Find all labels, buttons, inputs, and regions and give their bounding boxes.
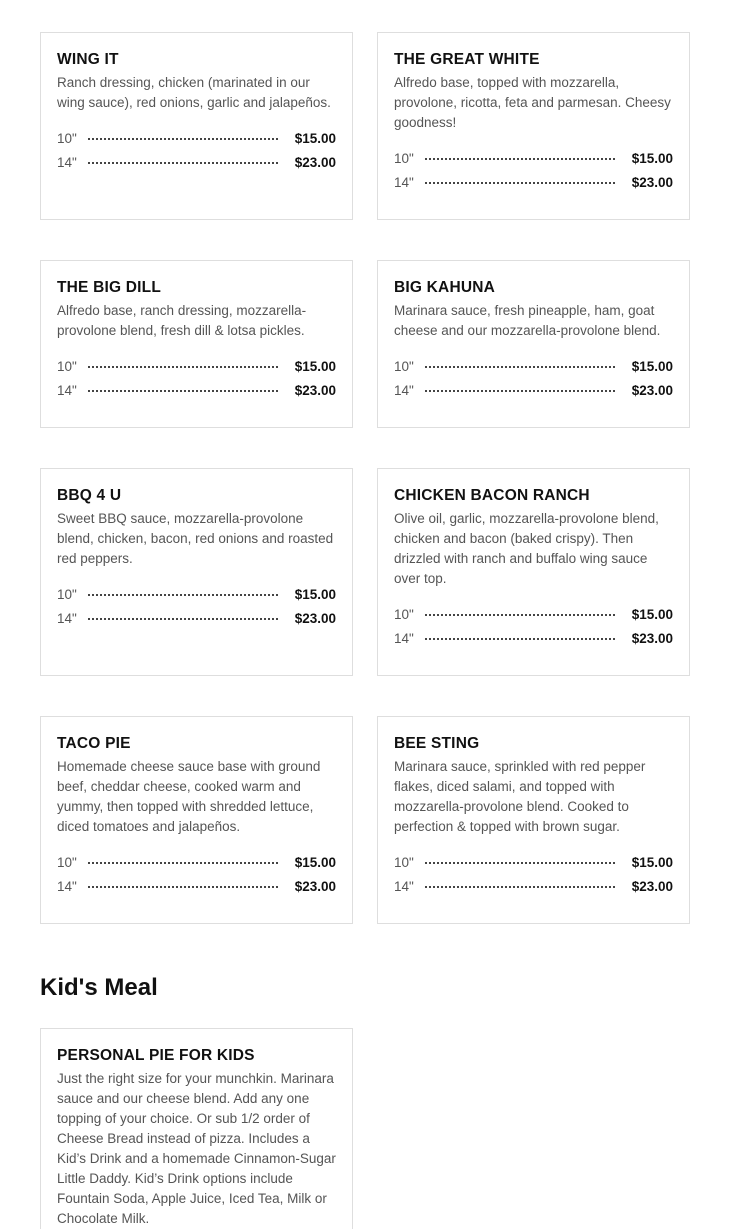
price-value: $15.00 [631, 150, 673, 166]
size-label: 14" [57, 878, 77, 894]
dot-leader [88, 862, 278, 864]
price-row-large [394, 874, 673, 898]
size-label: 10" [57, 358, 77, 374]
dot-leader [425, 182, 615, 184]
size-label: 10" [57, 854, 77, 870]
price-row-large [57, 874, 336, 898]
size-label: 10" [394, 854, 414, 870]
dot-leader [88, 138, 278, 140]
menu-item-description: Alfredo base, ranch dressing, mozzarella-provolone blend, fresh dill & lotsa pickles. [57, 303, 307, 338]
menu-item-card [377, 716, 690, 924]
menu-item-description: Sweet BBQ sauce, mozzarella-provolone blend, chicken, bacon, red onions and roasted red peppers. [57, 511, 334, 566]
dot-leader [88, 618, 278, 620]
menu-item-card [377, 468, 690, 676]
price-row-large [57, 150, 336, 174]
price-row-small [57, 354, 336, 378]
price-value: $23.00 [294, 610, 336, 626]
price-value: $23.00 [631, 878, 673, 894]
price-row-large [57, 378, 336, 402]
menu-item-description: Ranch dressing, chicken (marinated in our wing sauce), red onions, garlic and jalapeños. [57, 75, 331, 110]
menu-item-description: Marinara sauce, fresh pineapple, ham, goat cheese and our mozzarella-provolone blend. [394, 303, 661, 338]
price-row-large [394, 378, 673, 402]
menu-item-card [377, 32, 690, 220]
price-row-small [57, 850, 336, 874]
price-value: $15.00 [294, 854, 336, 870]
price-value: $23.00 [631, 630, 673, 646]
size-label: 10" [394, 150, 414, 166]
price-value: $15.00 [294, 358, 336, 374]
menu-item-title: BEE STING [394, 735, 480, 752]
dot-leader [425, 638, 615, 640]
dot-leader [88, 594, 278, 596]
menu-item-description: Just the right size for your munchkin. Marinara sauce and our cheese blend. Add any one topping of your choice. Or sub 1/2 order of Cheese Bread instead of pizza. Includes a Kid’s Drink and a homemade Cinnamon-Sugar Little Daddy. Kid’s Drink options include Fountain Soda, Apple Juice, Iced Tea, Milk or Chocolate Milk. [57, 1071, 336, 1226]
size-label: 14" [57, 154, 77, 170]
price-value: $23.00 [294, 878, 336, 894]
size-label: 14" [394, 174, 414, 190]
menu-item-title: BIG KAHUNA [394, 279, 496, 296]
price-list [57, 850, 336, 898]
dot-leader [425, 614, 615, 616]
size-label: 10" [57, 586, 77, 602]
dot-leader [425, 862, 615, 864]
menu-item-title: CHICKEN BACON RANCH [394, 487, 590, 504]
price-list [394, 354, 673, 402]
price-row-small [394, 146, 673, 170]
price-list [57, 582, 336, 630]
menu-item-card [40, 32, 353, 220]
price-value: $15.00 [294, 130, 336, 146]
size-label: 10" [394, 606, 414, 622]
price-row-large [57, 606, 336, 630]
price-row-small [394, 602, 673, 626]
menu-item-card [377, 260, 690, 428]
menu-item-title: PERSONAL PIE FOR KIDS [57, 1047, 255, 1064]
dot-leader [88, 390, 278, 392]
size-label: 14" [57, 382, 77, 398]
dot-leader [88, 886, 278, 888]
price-value: $15.00 [294, 586, 336, 602]
menu-item-title: TACO PIE [57, 735, 131, 752]
price-value: $23.00 [631, 174, 673, 190]
price-value: $15.00 [631, 854, 673, 870]
menu-item-description: Alfredo base, topped with mozzarella, provolone, ricotta, feta and parmesan. Cheesy goodness! [394, 75, 671, 130]
size-label: 14" [394, 630, 414, 646]
menu-item-title: WING IT [57, 51, 119, 68]
price-value: $15.00 [631, 358, 673, 374]
price-list [394, 602, 673, 650]
size-label: 14" [394, 878, 414, 894]
section-title-kids-meal: Kid's Meal [40, 974, 158, 1001]
price-row-large [394, 626, 673, 650]
dot-leader [425, 390, 615, 392]
menu-item-title: THE BIG DILL [57, 279, 162, 296]
price-list [57, 126, 336, 174]
menu-item-description: Homemade cheese sauce base with ground beef, cheddar cheese, cooked warm and yummy, then topped with shredded lettuce, diced tomatoes and jalapeños. [57, 759, 321, 834]
menu-item-title: BBQ 4 U [57, 487, 122, 504]
menu-item-card [40, 468, 353, 676]
menu-item-card [40, 716, 353, 924]
size-label: 14" [394, 382, 414, 398]
price-value: $23.00 [631, 382, 673, 398]
dot-leader [425, 366, 615, 368]
size-label: 10" [394, 358, 414, 374]
menu-item-card [40, 1028, 353, 1229]
price-row-small [57, 126, 336, 150]
menu-item-title: THE GREAT WHITE [394, 51, 540, 68]
price-list [57, 354, 336, 402]
price-row-large [394, 170, 673, 194]
price-value: $15.00 [631, 606, 673, 622]
dot-leader [425, 158, 615, 160]
dot-leader [425, 886, 615, 888]
dot-leader [88, 162, 278, 164]
size-label: 10" [57, 130, 77, 146]
price-value: $23.00 [294, 154, 336, 170]
menu-item-description: Marinara sauce, sprinkled with red pepper flakes, diced salami, and topped with mozzarella-provolone blend. Cooked to perfection & topped with brown sugar. [394, 759, 646, 834]
dot-leader [88, 366, 278, 368]
price-row-small [394, 354, 673, 378]
price-row-small [57, 582, 336, 606]
price-value: $23.00 [294, 382, 336, 398]
size-label: 14" [57, 610, 77, 626]
price-list [394, 850, 673, 898]
price-row-small [394, 850, 673, 874]
menu-item-card [40, 260, 353, 428]
menu-item-description: Olive oil, garlic, mozzarella-provolone blend, chicken and bacon (baked crispy). Then drizzled with ranch and buffalo wing sauce over top. [394, 511, 659, 586]
price-list [394, 146, 673, 194]
